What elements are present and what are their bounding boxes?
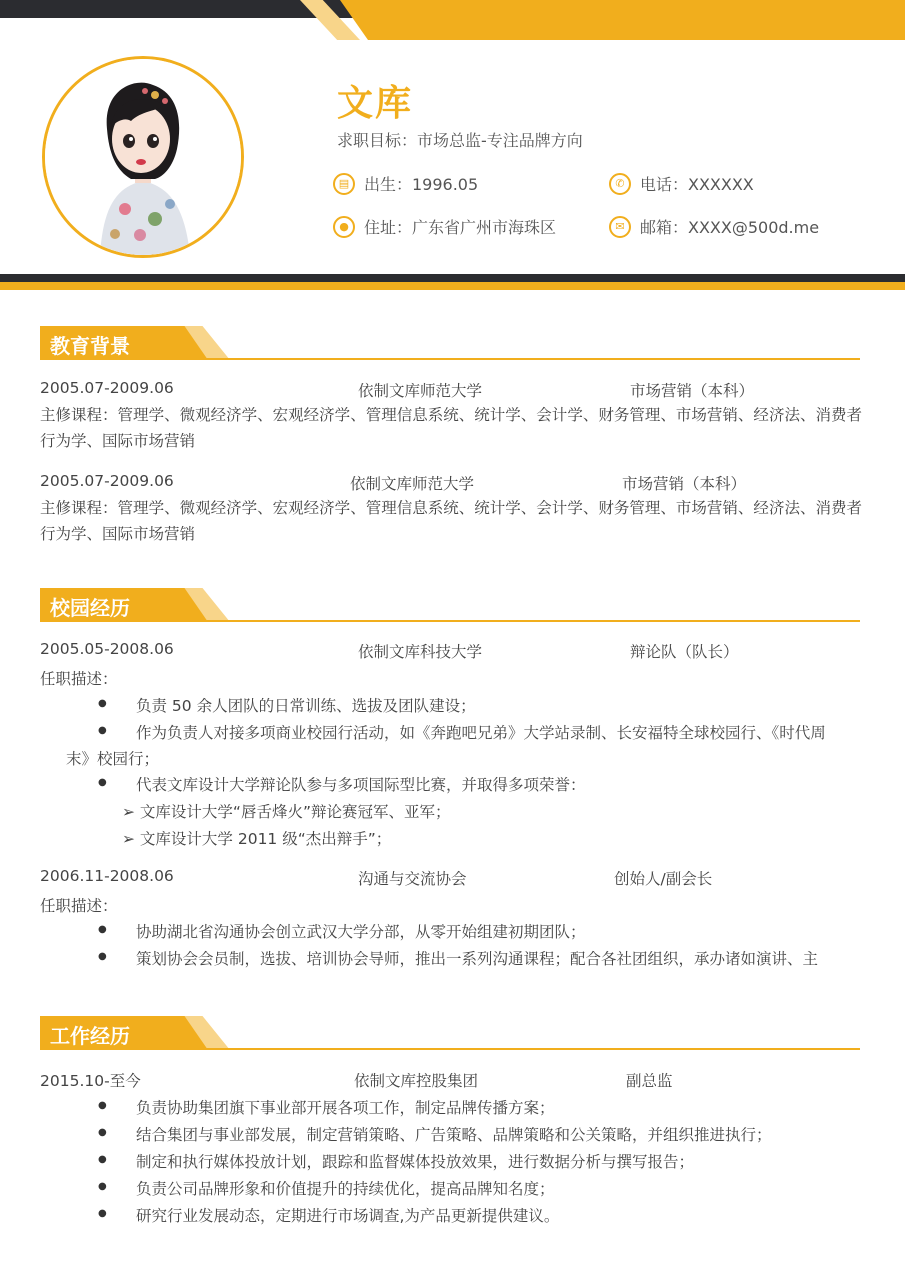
edu-major: 市场营销（本科） <box>622 475 747 493</box>
list-item: ● 负责协助集团旗下事业部开展各项工作，制定品牌传播方案； <box>98 1096 555 1118</box>
phone-icon: ✆ <box>609 173 631 195</box>
campus-date: 2006.11-2008.06 <box>40 867 174 885</box>
section-title: 工作经历 <box>50 1024 130 1048</box>
edu-date: 2005.07-2009.06 <box>40 379 174 397</box>
list-item: ● 协助湖北省沟通协会创立武汉大学分部，从零开始组建初期团队； <box>98 920 586 942</box>
list-item: ● 策划协会会员制，选拔、培训协会导师，推出一系列沟通课程；配合各社团组织，承办诸如演讲、主 <box>98 947 818 969</box>
edu-major: 市场营销（本科） <box>630 382 755 400</box>
calendar-icon: ▤ <box>333 173 355 195</box>
header-divider-gold <box>0 282 905 290</box>
email-text: 邮箱：XXXX@500d.me <box>640 218 820 237</box>
edu-school: 依制文库师范大学 <box>350 475 475 493</box>
campus-role: 辩论队（队长） <box>630 643 739 661</box>
edu-date: 2005.07-2009.06 <box>40 472 174 490</box>
edu-courses: 主修课程：管理学、微观经济学、宏观经济学、管理信息系统、统计学、会计学、财务管理、市场营销、经济法、消费者行为学、国际市场营销 <box>40 499 862 543</box>
campus-org: 依制文库科技大学 <box>358 643 483 661</box>
work-role: 副总监 <box>626 1072 673 1090</box>
list-item: ● 研究行业发展动态，定期进行市场调查,为产品更新提供建议。 <box>98 1204 559 1226</box>
campus-org: 沟通与交流协会 <box>358 870 467 888</box>
sub-list-item: ➢ 文库设计大学 2011 级“杰出辩手”； <box>122 830 392 848</box>
work-date: 2015.10-至今 <box>40 1072 141 1090</box>
list-item: ● 负责公司品牌形象和价值提升的持续优化，提高品牌知名度； <box>98 1177 555 1199</box>
section-title: 教育背景 <box>50 334 130 358</box>
list-item-continuation: 末》校园行； <box>66 750 160 768</box>
desc-label: 任职描述： <box>40 897 118 915</box>
edu-courses: 主修课程：管理学、微观经济学、宏观经济学、管理信息系统、统计学、会计学、财务管理、市场营销、经济法、消费者行为学、国际市场营销 <box>40 406 862 450</box>
list-item: ● 制定和执行媒体投放计划，跟踪和监督媒体投放效果，进行数据分析与撰写报告； <box>98 1150 694 1172</box>
phone-text: 电话：XXXXXX <box>640 175 754 194</box>
campus-date: 2005.05-2008.06 <box>40 640 174 658</box>
desc-label: 任职描述： <box>40 670 118 688</box>
section-title: 校园经历 <box>50 596 130 620</box>
campus-role: 创始人/副会长 <box>614 870 713 888</box>
birth-text: 出生：1996.05 <box>364 175 479 194</box>
avatar-illustration <box>45 59 241 255</box>
address-text: 住址：广东省广州市海珠区 <box>364 218 557 237</box>
email-info <box>609 215 819 238</box>
location-pin-icon: ● <box>333 216 355 238</box>
list-item: ● 负责 50 余人团队的日常训练、选拔及团队建设； <box>98 694 476 716</box>
mail-icon: ✉ <box>609 216 631 238</box>
edu-school: 依制文库师范大学 <box>358 382 483 400</box>
top-bar-gold <box>310 0 905 40</box>
section-header-education <box>40 326 860 360</box>
birth-info <box>333 172 478 195</box>
list-item: ● 结合集团与事业部发展，制定营销策略、广告策略、品牌策略和公关策略，并组织推进执行； <box>98 1123 772 1145</box>
job-objective: 求职目标：市场总监-专注品牌方向 <box>337 131 583 150</box>
sub-list-item: ➢ 文库设计大学“唇舌烽火”辩论赛冠军、亚军； <box>122 803 451 821</box>
list-item: ● 作为负责人对接多项商业校园行活动，如《奔跑吧兄弟》大学站录制、长安福特全球校园行、《时代周 <box>98 721 826 743</box>
section-header-campus <box>40 588 860 622</box>
avatar <box>42 56 244 258</box>
address-info <box>333 215 556 238</box>
header-divider-dark <box>0 274 905 282</box>
candidate-name: 文库 <box>337 83 414 124</box>
phone-info <box>609 172 754 195</box>
list-item: ● 代表文库设计大学辩论队参与多项国际型比赛，并取得多项荣誉： <box>98 773 586 795</box>
section-header-work <box>40 1016 860 1050</box>
work-company: 依制文库控股集团 <box>354 1072 479 1090</box>
